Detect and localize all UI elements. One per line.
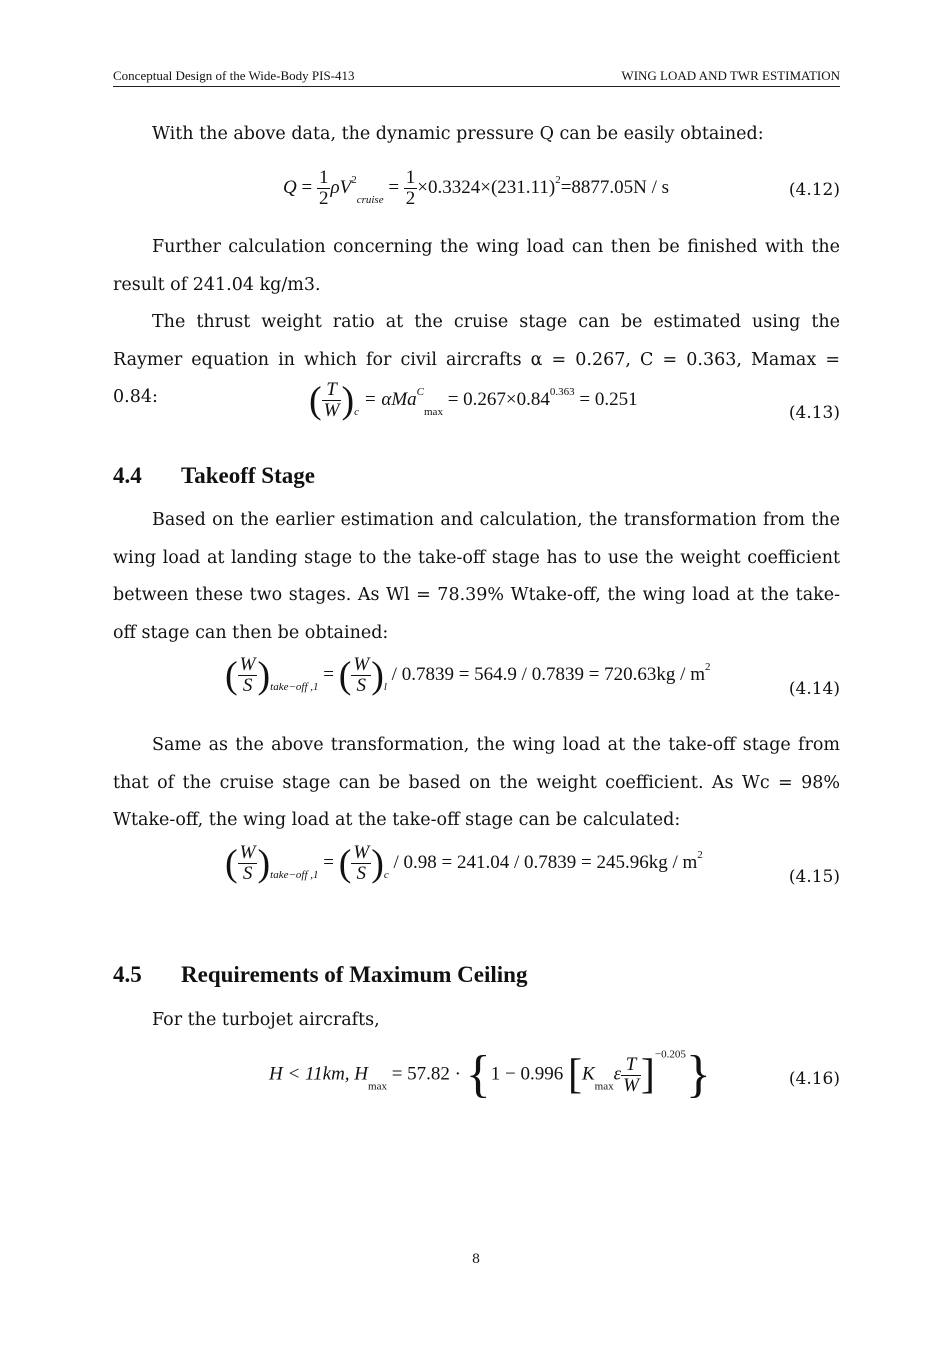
numerator: T xyxy=(621,1055,641,1076)
equation-body: ( $\frac{W}{S}$ )$_{take-off ,1}$ = ( $\frac{W}{S}$ )$_l / 0.7839 = 564.9 / 0.7839 = 720.63kg / m^2$ xyxy=(225,654,711,697)
denominator: S xyxy=(242,863,253,884)
equation-4-13 xyxy=(113,380,840,440)
equation-4-15 xyxy=(113,843,840,903)
eq-term: ε xyxy=(613,1063,622,1085)
paragraph-text: Further calculation concerning the wing load can then be finished with the result of 241.04 kg/m3. xyxy=(113,237,840,295)
numerator: W xyxy=(353,654,370,675)
eq-term: 1 − 0.996 xyxy=(490,1063,564,1085)
denominator: S xyxy=(242,675,253,696)
paragraph-dynamic-pressure xyxy=(113,116,840,154)
equation-body xyxy=(309,380,638,421)
section-number: 4.5 xyxy=(113,962,142,987)
equation-number: (4.12) xyxy=(788,180,840,200)
eq-term: = 57.82 · xyxy=(391,1063,462,1085)
paragraph-turbojet xyxy=(113,1002,840,1040)
eq-term: (231.11) xyxy=(490,176,556,198)
running-header-right: WING LOAD AND TWR ESTIMATION xyxy=(621,68,840,83)
subscript: c xyxy=(383,868,389,881)
eq-result: / 0.7839 = 564.9 / 0.7839 = 720.63kg / m xyxy=(391,663,705,685)
left-paren: ( xyxy=(309,379,322,422)
left-brace: { xyxy=(465,1046,491,1103)
equation-body xyxy=(269,1046,711,1103)
right-paren: ) xyxy=(371,654,384,697)
right-brace: } xyxy=(685,1046,711,1103)
denominator: S xyxy=(356,675,367,696)
equation-4-16 xyxy=(113,1045,840,1115)
fraction xyxy=(404,168,418,209)
paragraph-text: The thrust weight ratio at the cruise stage can be estimated using the Raymer equation in which for civil aircrafts α = 0.267, C = 0.363, Mamax = 0.84: xyxy=(113,312,840,407)
denominator: 2 xyxy=(405,188,416,209)
fraction xyxy=(621,1055,641,1096)
fraction xyxy=(322,380,342,421)
denominator: W xyxy=(323,400,340,421)
section-title: Requirements of Maximum Ceiling xyxy=(181,962,528,987)
eq-term: K xyxy=(581,1063,595,1085)
superscript: 2 xyxy=(704,660,711,673)
paragraph-text: For the turbojet aircrafts, xyxy=(152,1010,380,1030)
superscript: C xyxy=(416,385,424,398)
paragraph-text: Based on the earlier estimation and calculation, the transformation from the wing load at landing stage to the take-off stage has to use the weight coefficient between these two stages. As Wl = 78.39% Wtake-off, the wing load at the take-off stage can then be obtained: xyxy=(113,510,840,643)
equation-number: (4.15) xyxy=(788,867,840,887)
page-number: 8 xyxy=(471,1252,481,1267)
equation-number: (4.16) xyxy=(788,1069,840,1089)
header-rule xyxy=(113,86,840,87)
left-paren: ( xyxy=(338,842,352,885)
equation-body: Q = $\frac{1}{2}$ $\rho V^2_{cruise}$ = $\frac{1}{2}$ $\times 0.3324\times(231.11)^2=8877.05N / s$ xyxy=(283,167,670,209)
paragraph-cruise-transform xyxy=(113,727,840,840)
section-heading-4-5 xyxy=(113,962,527,988)
numerator: W xyxy=(239,842,256,863)
eq-lhs: H < 11km, H xyxy=(269,1063,369,1085)
subscript: l xyxy=(383,680,387,693)
eq-result: / 0.98 = 241.04 / 0.7839 = 245.96kg / m xyxy=(393,851,698,873)
right-bracket: ] xyxy=(640,1052,655,1098)
left-paren: ( xyxy=(338,654,352,697)
rho-v: ρV xyxy=(330,176,352,198)
paragraph-text: With the above data, the dynamic pressure Q can be easily obtained: xyxy=(152,124,764,144)
eq-result: =8877.05N / s xyxy=(560,176,670,198)
numerator: T xyxy=(322,380,342,401)
equation-4-12 xyxy=(113,160,840,220)
fraction xyxy=(351,655,371,696)
paragraph-takeoff xyxy=(113,502,840,652)
eq-lhs: Q xyxy=(283,176,297,198)
right-paren: ) xyxy=(257,654,271,697)
left-bracket: [ xyxy=(567,1052,582,1098)
section-heading-4-4 xyxy=(113,463,315,489)
numerator: 1 xyxy=(318,167,329,188)
subscript: cruise xyxy=(356,193,384,206)
equation-body: ( $\frac{W}{S}$ )$_{take-off ,1}$ = ( $\frac{W}{S}$ )$_c / 0.98 = 241.04 / 0.7839 = 245.96kg / m^2$ xyxy=(225,842,703,885)
right-paren: ) xyxy=(341,379,355,422)
eq-term: ×0.3324× xyxy=(417,176,491,198)
subscript: max xyxy=(424,405,443,418)
fraction xyxy=(238,655,258,696)
eq-result: = 0.251 xyxy=(579,388,638,410)
equation-number: (4.14) xyxy=(788,679,840,699)
subscript: take−off ,1 xyxy=(270,680,319,693)
subscript: max xyxy=(594,1080,614,1093)
numerator: 1 xyxy=(405,167,416,188)
paragraph-wing-load xyxy=(113,229,840,304)
superscript: 2 xyxy=(351,173,357,186)
fraction xyxy=(317,168,331,209)
right-paren: ) xyxy=(371,842,384,885)
subscript: take−off ,1 xyxy=(270,868,319,881)
numerator: W xyxy=(353,842,370,863)
superscript: 2 xyxy=(555,173,561,186)
eq-term: = αMa xyxy=(363,388,417,410)
subscript: max xyxy=(368,1080,387,1093)
subscript: c xyxy=(354,405,360,418)
section-title: Takeoff Stage xyxy=(181,463,315,488)
section-number: 4.4 xyxy=(113,463,142,488)
eq-term: = 0.267×0.84 xyxy=(447,388,550,410)
equation-4-14 xyxy=(113,655,840,715)
numerator: W xyxy=(239,654,256,675)
fraction xyxy=(351,843,371,884)
superscript: 0.363 xyxy=(549,385,575,398)
denominator: S xyxy=(356,863,367,884)
paragraph-text: Same as the above transformation, the wing load at the take-off stage from that of the cruise stage can be based on the weight coefficient. As Wc = 98% Wtake-off, the wing load at the take-off stage can be calculated: xyxy=(113,735,840,830)
running-header-left: Conceptual Design of the Wide-Body PIS-413 xyxy=(113,68,355,83)
denominator: 2 xyxy=(318,188,329,209)
left-paren: ( xyxy=(225,842,238,885)
superscript: −0.205 xyxy=(654,1048,686,1061)
denominator: W xyxy=(623,1074,639,1096)
equation-number: (4.13) xyxy=(788,403,840,423)
right-paren: ) xyxy=(257,842,271,885)
superscript: 2 xyxy=(697,848,703,861)
fraction xyxy=(238,843,258,884)
left-paren: ( xyxy=(225,654,238,697)
